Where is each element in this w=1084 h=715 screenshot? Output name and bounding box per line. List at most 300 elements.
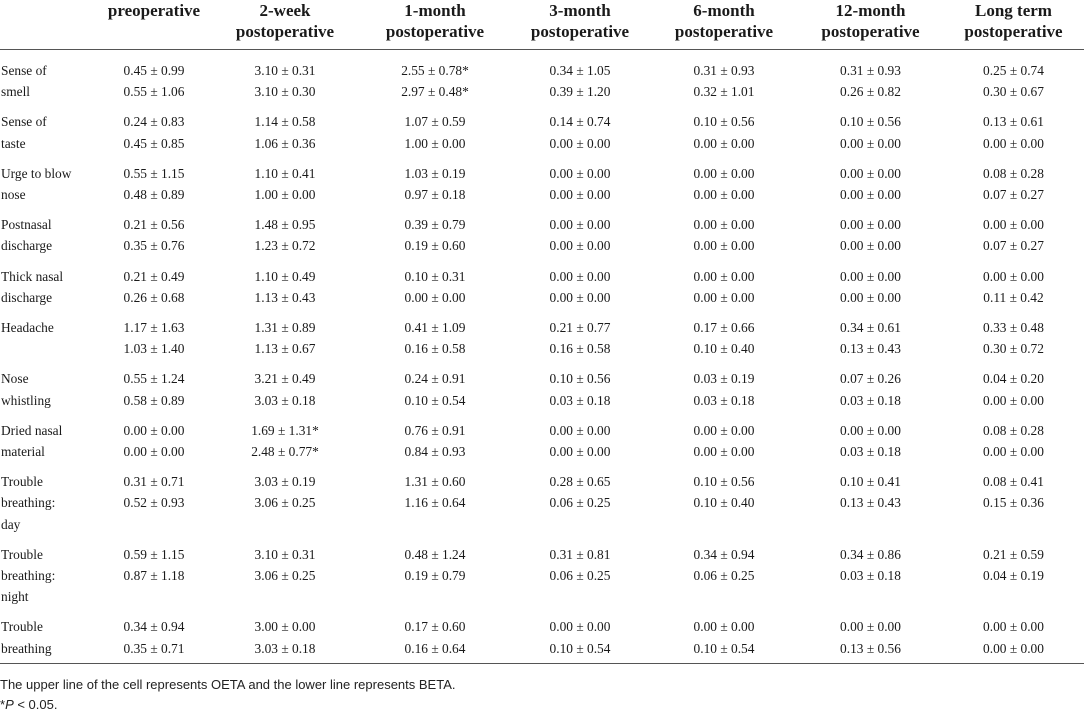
data-cell [360,464,510,537]
value-oeta: 0.76 ± 0.91 [404,422,466,438]
value-beta: 3.03 ± 0.18 [254,640,316,656]
value-oeta: 0.31 ± 0.93 [693,63,755,78]
value-beta: 0.00 ± 0.00 [693,187,755,203]
data-cell [650,310,798,361]
value-beta: 0.16 ± 0.64 [404,640,466,656]
value-beta: 0.03 ± 0.18 [840,444,901,460]
value-beta: 0.03 ± 0.18 [693,392,755,408]
table-row [0,609,1084,663]
value-oeta: 0.00 ± 0.00 [983,619,1044,635]
row-label-line: discharge [1,289,53,305]
value-oeta: 0.04 ± 0.20 [983,371,1044,387]
value-oeta: 1.48 ± 0.95 [254,217,316,233]
row-label-line: breathing: [1,568,56,584]
value-beta: 0.16 ± 0.58 [404,341,466,357]
value-beta: 0.10 ± 0.40 [693,341,755,357]
data-cell [510,413,650,464]
row-label-line: whistling [1,392,51,408]
data-cell [798,310,943,361]
row-label-line: breathing [1,640,52,656]
data-cell [98,50,210,105]
value-oeta: 0.00 ± 0.00 [840,619,901,635]
data-cell [360,361,510,412]
value-oeta: 3.10 ± 0.31 [254,546,316,562]
value-oeta: 0.10 ± 0.56 [693,474,755,490]
value-oeta: 0.00 ± 0.00 [983,268,1044,284]
value-beta: 0.26 ± 0.82 [840,84,901,100]
value-oeta: 1.31 ± 0.60 [404,474,466,490]
value-beta: 0.00 ± 0.00 [840,135,901,151]
value-beta: 0.00 ± 0.00 [983,444,1044,460]
row-label-line: day [1,516,21,532]
data-cell [650,156,798,207]
column-header-line1: 3-month [549,1,611,20]
column-header [510,0,650,50]
row-label-line: Nose [1,371,29,387]
value-oeta: 0.45 ± 0.99 [123,63,185,78]
data-cell [98,207,210,258]
row-label [0,464,98,537]
column-header-line2: postoperative [385,22,485,41]
value-oeta: 0.10 ± 0.31 [404,268,466,284]
value-oeta: 0.55 ± 1.24 [123,371,185,387]
data-cell [98,464,210,537]
value-beta: 0.35 ± 0.76 [123,238,185,254]
value-oeta: 0.00 ± 0.00 [549,165,611,181]
data-cell [98,413,210,464]
value-oeta: 0.00 ± 0.00 [693,217,755,233]
row-label-line: Headache [1,320,54,336]
row-label-line: smell [1,84,31,100]
value-beta: 0.52 ± 0.93 [123,495,185,511]
value-oeta: 0.59 ± 1.15 [123,546,185,562]
row-label-line: nose [1,187,26,203]
data-cell [650,537,798,610]
value-beta: 0.00 ± 0.00 [549,187,611,203]
value-beta: 0.00 ± 0.00 [549,289,611,305]
value-oeta: 0.00 ± 0.00 [123,422,185,438]
footnote-significance [0,695,1084,715]
value-beta: 1.16 ± 0.64 [404,495,466,511]
value-beta: 1.23 ± 0.72 [254,238,316,254]
data-cell [943,361,1084,412]
value-beta: 0.30 ± 0.67 [983,84,1044,100]
table-header [0,0,1084,50]
footnote-line: The upper line of the cell represents OETA and the lower line represents BETA. [0,677,456,692]
value-oeta: 0.33 ± 0.48 [983,320,1044,336]
data-cell [510,537,650,610]
value-oeta: 0.24 ± 0.91 [404,371,466,387]
value-beta: 0.00 ± 0.00 [549,238,611,254]
data-cell [798,156,943,207]
value-oeta: 0.00 ± 0.00 [693,268,755,284]
data-cell [360,207,510,258]
value-oeta: 0.00 ± 0.00 [840,217,901,233]
value-beta: 0.00 ± 0.00 [693,289,755,305]
data-cell [943,537,1084,610]
value-beta: 0.58 ± 0.89 [123,392,185,408]
data-cell [798,413,943,464]
column-header-line1: Long term [975,1,1052,20]
table-row [0,413,1084,464]
value-beta: 0.26 ± 0.68 [123,289,185,305]
data-cell [210,537,360,610]
data-cell [650,207,798,258]
column-header [210,0,360,50]
column-header-line2: postoperative [674,22,774,41]
table-row [0,156,1084,207]
data-cell [943,464,1084,537]
table-row [0,259,1084,310]
value-beta: 0.06 ± 0.25 [549,495,611,511]
column-header [360,0,510,50]
value-oeta: 0.00 ± 0.00 [549,619,611,635]
value-beta: 0.55 ± 1.06 [123,84,185,100]
column-header-line1: 2-week [259,1,311,20]
value-beta: 0.35 ± 0.71 [123,640,185,656]
value-oeta: 0.41 ± 1.09 [404,320,466,336]
data-cell [650,361,798,412]
row-label [0,104,98,155]
table-body [0,50,1084,664]
row-label [0,310,98,361]
footnote-p-rest: < 0.05. [13,697,58,712]
data-cell [943,609,1084,663]
value-oeta: 0.00 ± 0.00 [693,619,755,635]
value-beta: 2.48 ± 0.77* [251,444,319,460]
row-label-line: Trouble [1,546,43,562]
value-oeta: 0.24 ± 0.83 [123,114,185,130]
value-beta: 0.04 ± 0.19 [983,568,1044,584]
value-oeta: 1.10 ± 0.41 [254,165,316,181]
column-header-line1: 1-month [404,1,466,20]
value-beta: 0.13 ± 0.43 [840,495,901,511]
value-beta: 0.13 ± 0.56 [840,640,901,656]
value-beta: 0.00 ± 0.00 [983,135,1044,151]
value-oeta: 1.03 ± 0.19 [404,165,466,181]
column-header-line2: postoperative [530,22,630,41]
value-beta: 3.06 ± 0.25 [254,495,316,511]
value-oeta: 0.21 ± 0.59 [983,546,1044,562]
value-beta: 0.87 ± 1.18 [123,568,185,584]
value-oeta: 0.17 ± 0.66 [693,320,755,336]
row-label [0,207,98,258]
value-oeta: 0.00 ± 0.00 [549,217,611,233]
value-beta: 0.03 ± 0.18 [840,392,901,408]
column-header [650,0,798,50]
footnote-p: P [5,697,14,712]
data-cell [98,156,210,207]
column-header-line2: postoperative [964,22,1063,41]
value-oeta: 0.21 ± 0.77 [549,320,611,336]
data-cell [510,609,650,663]
data-cell [98,609,210,663]
column-header-line1: preoperative [107,1,201,20]
table-row [0,310,1084,361]
data-cell [510,207,650,258]
value-oeta: 0.48 ± 1.24 [404,546,466,562]
data-cell [943,207,1084,258]
column-header [98,0,210,50]
value-oeta: 0.10 ± 0.56 [549,371,611,387]
value-oeta: 0.13 ± 0.61 [983,114,1044,130]
value-beta: 0.30 ± 0.72 [983,341,1044,357]
table-row [0,361,1084,412]
row-label [0,50,98,105]
data-cell [510,259,650,310]
table-row [0,207,1084,258]
row-label-line: taste [1,135,26,151]
value-beta: 0.48 ± 0.89 [123,187,185,203]
data-cell [210,156,360,207]
data-cell [650,609,798,663]
row-label-line: material [1,444,45,460]
value-beta: 0.10 ± 0.54 [549,640,611,656]
data-cell [943,104,1084,155]
value-oeta: 2.55 ± 0.78* [401,63,469,78]
data-cell [798,537,943,610]
data-cell [360,156,510,207]
data-cell [98,537,210,610]
value-beta: 0.00 ± 0.00 [404,289,466,305]
row-label-line: discharge [1,238,53,254]
value-beta: 1.00 ± 0.00 [254,187,316,203]
value-oeta: 0.14 ± 0.74 [549,114,611,130]
value-oeta: 0.31 ± 0.93 [840,63,901,78]
table-row [0,537,1084,610]
value-oeta: 3.03 ± 0.19 [254,474,316,490]
value-oeta: 0.10 ± 0.56 [693,114,755,130]
value-oeta: 0.00 ± 0.00 [840,268,901,284]
value-beta: 0.97 ± 0.18 [404,187,466,203]
value-oeta: 1.10 ± 0.49 [254,268,316,284]
value-beta: 0.19 ± 0.60 [404,238,466,254]
value-oeta: 0.00 ± 0.00 [549,268,611,284]
data-cell [210,413,360,464]
data-cell [798,464,943,537]
value-oeta: 0.34 ± 1.05 [549,63,611,78]
data-cell [510,50,650,105]
row-label-line: breathing: [1,495,56,511]
column-header [0,0,98,50]
value-beta: 0.00 ± 0.00 [549,444,611,460]
value-oeta: 0.28 ± 0.65 [549,474,611,490]
data-cell [360,413,510,464]
value-oeta: 0.21 ± 0.56 [123,217,185,233]
column-header-line1: 12-month [835,1,906,20]
value-oeta: 0.03 ± 0.19 [693,371,755,387]
value-oeta: 0.17 ± 0.60 [404,619,466,635]
data-cell [943,259,1084,310]
data-cell [360,50,510,105]
data-cell [210,104,360,155]
column-header [798,0,943,50]
row-label [0,413,98,464]
value-beta: 0.00 ± 0.00 [840,238,901,254]
row-label-line: Thick nasal [1,268,64,284]
value-beta: 0.00 ± 0.00 [549,135,611,151]
data-cell [210,609,360,663]
value-oeta: 0.08 ± 0.28 [983,165,1044,181]
data-cell [650,50,798,105]
data-cell [510,156,650,207]
data-cell [510,464,650,537]
column-header-line2: postoperative [235,22,335,41]
value-oeta: 0.07 ± 0.26 [840,371,901,387]
data-cell [360,104,510,155]
value-oeta: 0.00 ± 0.00 [549,422,611,438]
data-cell [943,50,1084,105]
row-label-line: Trouble [1,474,43,490]
value-beta: 0.06 ± 0.25 [693,568,755,584]
row-label-line: Trouble [1,619,43,635]
value-oeta: 0.34 ± 0.94 [693,546,755,562]
header-row [0,0,1084,50]
value-beta: 0.00 ± 0.00 [693,135,755,151]
value-beta: 0.00 ± 0.00 [123,444,185,460]
data-cell [798,207,943,258]
value-oeta: 0.10 ± 0.56 [840,114,901,130]
value-beta: 2.97 ± 0.48* [401,84,469,100]
data-cell [360,259,510,310]
value-beta: 0.10 ± 0.40 [693,495,755,511]
value-beta: 0.19 ± 0.79 [404,568,466,584]
row-label-line: Sense of [1,114,47,130]
value-oeta: 0.31 ± 0.81 [549,546,611,562]
data-cell [98,310,210,361]
value-beta: 0.10 ± 0.54 [404,392,466,408]
data-cell [943,156,1084,207]
value-oeta: 1.31 ± 0.89 [254,320,316,336]
value-beta: 3.03 ± 0.18 [254,392,316,408]
data-cell [98,104,210,155]
value-beta: 0.00 ± 0.00 [840,187,901,203]
value-beta: 0.13 ± 0.43 [840,341,901,357]
value-oeta: 0.08 ± 0.41 [983,474,1044,490]
value-beta: 0.84 ± 0.93 [404,444,466,460]
value-oeta: 0.00 ± 0.00 [840,422,901,438]
data-cell [798,361,943,412]
data-cell [798,104,943,155]
value-oeta: 0.10 ± 0.41 [840,474,901,490]
data-cell [943,413,1084,464]
value-oeta: 0.34 ± 0.61 [840,320,901,336]
data-cell [210,259,360,310]
value-oeta: 0.00 ± 0.00 [840,165,901,181]
data-cell [360,609,510,663]
data-cell [360,310,510,361]
value-beta: 0.03 ± 0.18 [840,568,901,584]
value-beta: 0.00 ± 0.00 [840,289,901,305]
data-cell [510,310,650,361]
value-oeta: 3.00 ± 0.00 [254,619,316,635]
value-oeta: 0.08 ± 0.28 [983,422,1044,438]
value-oeta: 0.31 ± 0.71 [123,474,185,490]
row-label [0,361,98,412]
data-cell [650,104,798,155]
data-cell [943,310,1084,361]
value-beta: 0.00 ± 0.00 [983,392,1044,408]
value-beta: 0.00 ± 0.00 [983,640,1044,656]
value-oeta: 0.55 ± 1.15 [123,165,185,181]
value-beta: 0.03 ± 0.18 [549,392,611,408]
data-cell [210,361,360,412]
data-cell [650,413,798,464]
value-beta: 1.13 ± 0.43 [254,289,316,305]
value-oeta: 3.21 ± 0.49 [254,371,316,387]
value-beta: 0.10 ± 0.54 [693,640,755,656]
value-oeta: 0.21 ± 0.49 [123,268,185,284]
data-cell [650,259,798,310]
row-label-line: Urge to blow [1,165,72,181]
value-beta: 3.06 ± 0.25 [254,568,316,584]
value-oeta: 0.39 ± 0.79 [404,217,466,233]
value-beta: 0.15 ± 0.36 [983,495,1044,511]
value-beta: 0.16 ± 0.58 [549,341,611,357]
data-cell [210,464,360,537]
value-oeta: 0.34 ± 0.86 [840,546,901,562]
data-cell [798,609,943,663]
value-oeta: 1.69 ± 1.31* [251,422,319,438]
column-header-line2: postoperative [821,22,920,41]
value-beta: 0.39 ± 1.20 [549,84,611,100]
data-cell [510,104,650,155]
value-beta: 0.06 ± 0.25 [549,568,611,584]
data-cell [98,361,210,412]
table-row [0,464,1084,537]
row-label [0,537,98,610]
table-row [0,50,1084,105]
value-beta: 0.07 ± 0.27 [983,187,1044,203]
row-label-line: night [1,589,29,605]
value-oeta: 0.00 ± 0.00 [693,165,755,181]
data-cell [210,310,360,361]
value-beta: 1.03 ± 1.40 [123,341,185,357]
data-cell [98,259,210,310]
value-beta: 0.45 ± 0.85 [123,135,185,151]
value-beta: 0.11 ± 0.42 [983,289,1044,305]
value-oeta: 1.14 ± 0.58 [254,114,316,130]
data-cell [798,259,943,310]
row-label [0,609,98,663]
value-beta: 1.00 ± 0.00 [404,135,466,151]
value-beta: 0.32 ± 1.01 [693,84,755,100]
value-beta: 0.00 ± 0.00 [693,238,755,254]
row-label [0,156,98,207]
footnote-star: * [0,697,6,712]
table-footnotes [0,675,1084,715]
value-beta: 0.07 ± 0.27 [983,238,1044,254]
value-oeta: 0.00 ± 0.00 [693,422,755,438]
row-label-line: Dried nasal [1,422,63,438]
value-oeta: 0.34 ± 0.94 [123,619,185,635]
data-cell [360,537,510,610]
value-beta: 3.10 ± 0.30 [254,84,316,100]
value-beta: 0.00 ± 0.00 [693,444,755,460]
value-beta: 1.13 ± 0.67 [254,341,316,357]
value-oeta: 1.17 ± 1.63 [123,320,185,336]
value-oeta: 1.07 ± 0.59 [404,114,466,130]
data-cell [210,50,360,105]
data-cell [798,50,943,105]
row-label-line: Sense of [1,63,47,78]
data-cell [510,361,650,412]
data-cell [210,207,360,258]
row-label-line: Postnasal [1,217,52,233]
column-header [943,0,1084,50]
row-label [0,259,98,310]
value-beta: 1.06 ± 0.36 [254,135,316,151]
